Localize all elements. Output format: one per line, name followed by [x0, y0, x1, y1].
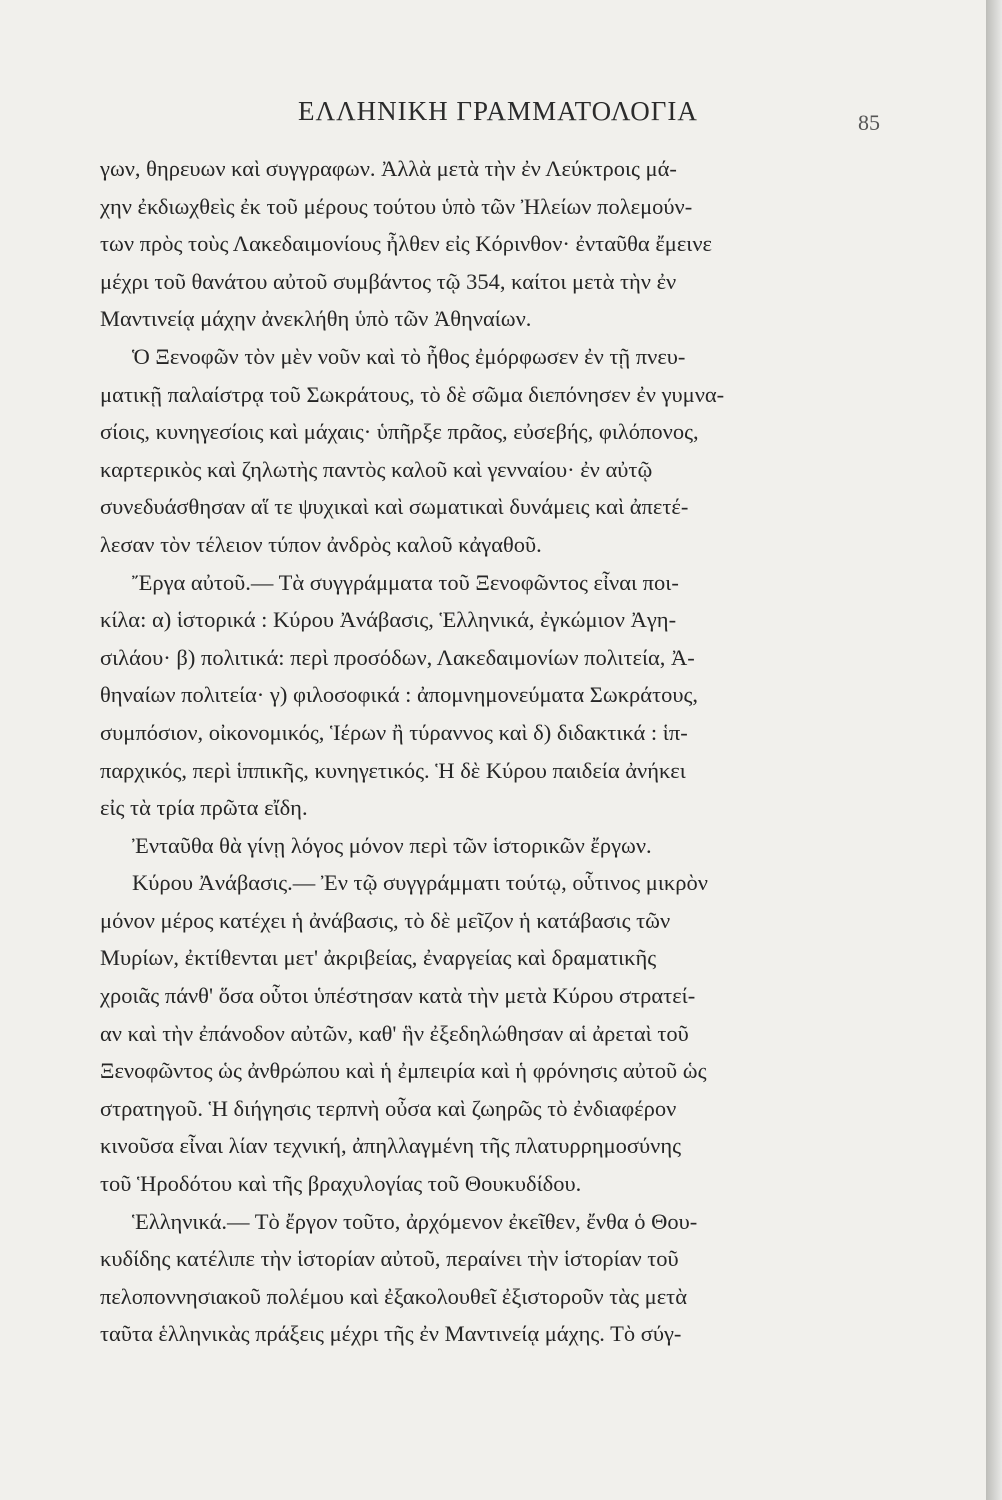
text-line: Μαντινείᾳ μάχην ἀνεκλήθη ὑπὸ τῶν Ἀθηναίων. [100, 306, 532, 332]
text-line: μόνον μέρος κατέχει ἡ ἀνάβασις, τὸ δὲ μεῖζον ἡ κατάβασις τῶν [100, 907, 671, 933]
text-line: συμπόσιον, οἰκονομικός, Ἱέρων ἢ τύραννος καὶ δ) διδακτικά : ἱπ- [100, 719, 688, 745]
text-line: πελοποννησιακοῦ πολέμου καὶ ἐξακολουθεῖ ἐξιστοροῦν τὰς μετὰ [100, 1283, 687, 1309]
text-line: αν καὶ τὴν ἐπάνοδον αὐτῶν, καθ' ἣν ἐξεδηλώθησαν αἱ ἀρεταὶ τοῦ [100, 1020, 689, 1046]
section-heading-line-hellenika: Ἑλληνικά.— Τὸ ἔργον τοῦτο, ἀρχόμενον ἐκεῖθεν, ἔνθα ὁ Θου- [132, 1208, 698, 1234]
page-header [0, 96, 986, 136]
text-line: Ξενοφῶντος ὡς ἀνθρώπου καὶ ἡ ἐμπειρία καὶ ἡ φρόνησις αὐτοῦ ὡς [100, 1058, 707, 1084]
text-line: εἰς τὰ τρία πρῶτα εἴδη. [100, 795, 308, 821]
text-line: κίλα: α) ἱστορικά : Κύρου Ἀνάβασις, Ἑλληνικά, ἐγκώμιον Ἀγη- [100, 607, 677, 633]
text-line: κινοῦσα εἶναι λίαν τεχνική, ἀπηλλαγμένη τῆς πλατυρρημοσύνης [100, 1133, 682, 1159]
text-line: παρχικός, περὶ ἱππικῆς, κυνηγετικός. Ἡ δὲ Κύρου παιδεία ἀνήκει [100, 757, 686, 783]
text-line: λεσαν τὸν τέλειον τύπον ἀνδρὸς καλοῦ κἀγαθοῦ. [100, 531, 542, 557]
text-line: Μυρίων, ἐκτίθενται μετ' ἀκριβείας, ἐναργείας καὶ δραματικῆς [100, 945, 657, 971]
text-line: ταῦτα ἑλληνικὰς πράξεις μέχρι τῆς ἐν Μαντινείᾳ μάχης. Τὸ σύγ- [100, 1321, 682, 1347]
text-line: σίοις, κυνηγεσίοις καὶ μάχαις· ὑπῆρξε πρᾶος, εὐσεβής, φιλόπονος, [100, 419, 699, 445]
section-heading-line-erga: Ἔργα αὐτοῦ.— Τὰ συγγράμματα τοῦ Ξενοφῶντος εἶναι ποι- [132, 569, 679, 595]
page-edge [986, 0, 1002, 1500]
text-line: σιλάου· β) πολιτικά: περὶ προσόδων, Λακεδαιμονίων πολιτεία, Ἀ- [100, 644, 695, 670]
text-line: θηναίων πολιτεία· γ) φιλοσοφικά : ἀπομνημονεύματα Σωκράτους, [100, 682, 699, 708]
page-number: 85 [858, 110, 880, 135]
text-line: των πρὸς τοὺς Λακεδαιμονίους ἦλθεν εἰς Κόρινθον· ἐνταῦθα ἔμεινε [100, 231, 712, 257]
text-line: στρατηγοῦ. Ἡ διήγησις τερπνὴ οὖσα καὶ ζωηρῶς τὸ ἐνδιαφέρον [100, 1095, 677, 1121]
section-heading-line-anabasis: Κύρου Ἀνάβασις.— Ἐν τῷ συγγράμματι τούτῳ, οὗτινος μικρὸν [132, 870, 708, 896]
paragraph-start-line: Ἐνταῦθα θὰ γίνῃ λόγος μόνον περὶ τῶν ἱστορικῶν ἔργων. [132, 832, 652, 858]
text-line: χην ἐκδιωχθεὶς ἐκ τοῦ μέρους τούτου ὑπὸ τῶν Ἠλείων πολεμούν- [100, 193, 693, 219]
running-title: ΕΛΛΗΝΙΚΗ ΓΡΑΜΜΑΤΟΛΟΓΙΑ [298, 96, 698, 126]
paragraph-start-line: Ὁ Ξενοφῶν τὸν μὲν νοῦν καὶ τὸ ἦθος ἐμόρφωσεν ἐν τῇ πνευ- [132, 343, 686, 369]
text-line: συνεδυάσθησαν αἵ τε ψυχικαὶ καὶ σωματικαὶ δυνάμεις καὶ ἀπετέ- [100, 494, 689, 520]
text-line: ματικῇ παλαίστρᾳ τοῦ Σωκράτους, τὸ δὲ σῶμα διεπόνησεν ἐν γυμνα- [100, 381, 725, 407]
text-line: τοῦ Ἡροδότου καὶ τῆς βραχυλογίας τοῦ Θουκυδίδου. [100, 1171, 582, 1197]
text-line: καρτερικὸς καὶ ζηλωτὴς παντὸς καλοῦ καὶ γενναίου· ἐν αὐτῷ [100, 456, 653, 482]
body-text [100, 150, 900, 1353]
text-line: κυδίδης κατέλιπε τὴν ἱστορίαν αὐτοῦ, περαίνει τὴν ἱστορίαν τοῦ [100, 1246, 679, 1272]
text-line: χροιᾶς πάνθ' ὅσα οὗτοι ὑπέστησαν κατὰ τὴν μετὰ Κύρου στρατεί- [100, 983, 696, 1009]
text-line: γων, θηρευων καὶ συγγραφων. Ἀλλὰ μετὰ τὴν ἐν Λεύκτροις μά- [100, 156, 677, 181]
text-line: μέχρι τοῦ θανάτου αὐτοῦ συμβάντος τῷ 354, καίτοι μετὰ τὴν ἐν [100, 268, 677, 294]
